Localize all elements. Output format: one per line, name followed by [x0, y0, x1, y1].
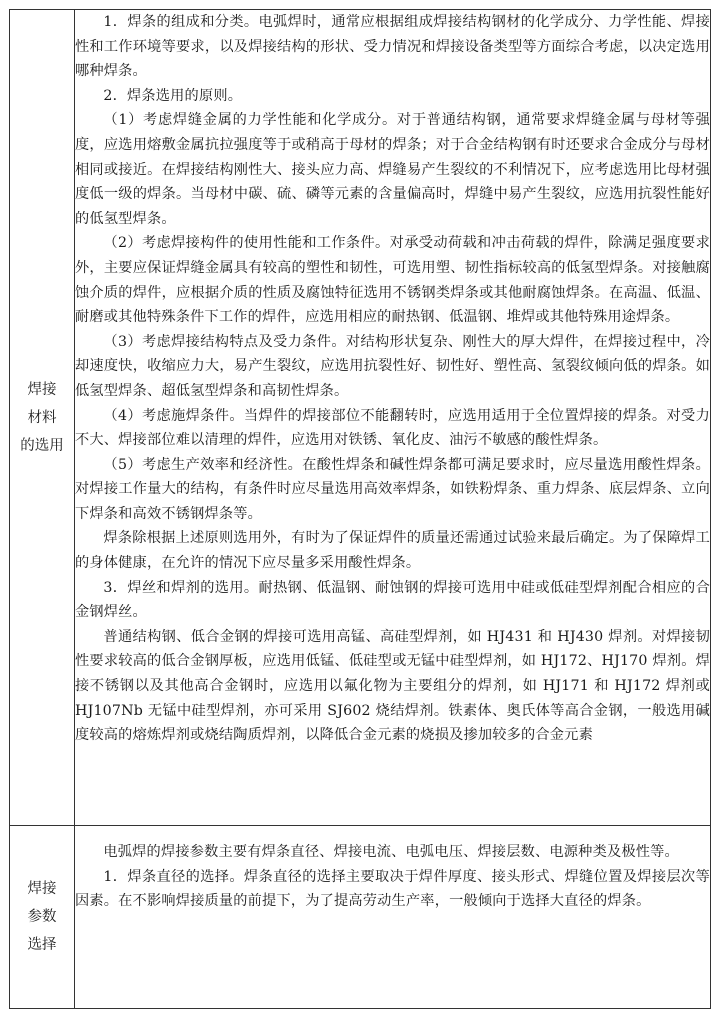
- row-label-cell: [10, 826, 75, 1009]
- paragraph: 2．焊条选用的原则。: [103, 87, 243, 104]
- row-label-cell: [10, 10, 75, 826]
- paragraph: 普通结构钢、低合金钢的焊接可选用高锰、高硅型焊剂，如 HJ431 和 HJ430 焊剂。对焊接韧性要求较高的低合金钢厚板，应选用低锰、低硅型或无锰中硅型焊剂，如 HJ172、HJ170 焊剂。焊接不锈钢以及其他高合金钢时，应选用以氟化物为主要组分的焊剂，如 HJ171 和 HJ172 焊剂或 HJ107Nb 无锰中硅型焊剂，亦可采用 SJ602 烧结焊剂。铁素体、奥氏体等高合金钢，一般选用碱度较高的熔炼焊剂或烧结陶质焊剂，以降低合金元素的烧损及掺加较多的合金元素: [75, 628, 710, 744]
- paragraph: （4）考虑施焊条件。当焊件的焊接部位不能翻转时，应选用适用于全位置焊接的焊条。对受力不大、焊接部位难以清理的焊件，应选用对铁锈、氧化皮、油污不敏感的酸性焊条。: [75, 407, 710, 449]
- table-row: [10, 10, 711, 826]
- paragraph: （5）考虑生产效率和经济性。在酸性焊条和碱性焊条都可满足要求时，应尽量选用酸性焊条。对焊接工作量大的结构，有条件时应尽量选用高效率焊条，如铁粉焊条、重力焊条、底层焊条、立向下焊条和高效不锈钢焊条等。: [75, 456, 710, 522]
- paragraph: （1）考虑焊缝金属的力学性能和化学成分。对于普通结构钢，通常要求焊缝金属与母材等强度，应选用熔敷金属抗拉强度等于或稍高于母材的焊条；对于合金结构钢有时还要求合金成分与母材相同或接近。在焊接结构刚性大、接头应力高、焊缝易产生裂纹的不利情况下，应考虑选用比母材强度低一级的焊条。当母材中碳、硫、磷等元素的含量偏高时，焊缝中易产生裂纹，应选用抗裂性能好的低氢型焊条。: [75, 112, 710, 227]
- paragraph: 3．焊丝和焊剂的选用。耐热钢、低温钢、耐蚀钢的焊接可选用中硅或低硅型焊剂配合相应的合金钢焊丝。: [75, 579, 710, 621]
- row-label-line: 焊接: [27, 881, 57, 897]
- welding-spec-table: [9, 9, 711, 1009]
- row-label-line: 参数: [27, 909, 57, 925]
- row-content-cell: [75, 10, 711, 826]
- row-content-cell: [75, 826, 711, 1009]
- row-label-line: 材料: [27, 409, 57, 426]
- row-label-line: 的选用: [20, 437, 64, 454]
- paragraph: 1．焊条直径的选择。焊条直径的选择主要取决于焊件厚度、接头形式、焊缝位置及焊接层次等因素。在不影响焊接质量的前提下，为了提高劳动生产率，一般倾向于选择大直径的焊条。: [75, 868, 710, 910]
- paragraph: （2）考虑焊接构件的使用性能和工作条件。对承受动荷载和冲击荷载的焊件，除满足强度要求外，主要应保证焊缝金属具有较高的塑性和韧性，可选用塑、韧性指标较高的低氢型焊条。对接触腐蚀介质的焊件，应根据介质的性质及腐蚀特征选用不锈钢类焊条或其他耐腐蚀焊条。在高温、低温、耐磨或其他特殊条件下工作的焊件，应选用相应的耐热钢、低温钢、堆焊或其他特殊用途焊条。: [75, 235, 710, 326]
- row-label-line: 焊接: [27, 381, 57, 398]
- paragraph: （3）考虑焊接结构特点及受力条件。对结构形状复杂、刚性大的厚大焊件，在焊接过程中，冷却速度快，收缩应力大，易产生裂纹，应选用抗裂性好、韧性好、塑性高、氢裂纹倾向低的焊条。如低氢型焊条、超低氢型焊条和高韧性焊条。: [75, 333, 710, 399]
- table-row: [10, 826, 711, 1009]
- row-label-line: 选择: [27, 937, 57, 953]
- paragraph: 焊条除根据上述原则选用外，有时为了保证焊件的质量还需通过试验来最后确定。为了保障焊工的身体健康，在允许的情况下应尽量多采用酸性焊条。: [75, 530, 710, 572]
- paragraph: 1．焊条的组成和分类。电弧焊时，通常应根据组成焊接结构钢材的化学成分、力学性能、焊接性和工作环境等要求，以及焊接结构的形状、受力情况和焊接设备类型等方面综合考虑，以决定选用哪种焊条。: [75, 14, 710, 80]
- paragraph: 电弧焊的焊接参数主要有焊条直径、焊接电流、电弧电压、焊接层数、电源种类及极性等。: [103, 844, 679, 860]
